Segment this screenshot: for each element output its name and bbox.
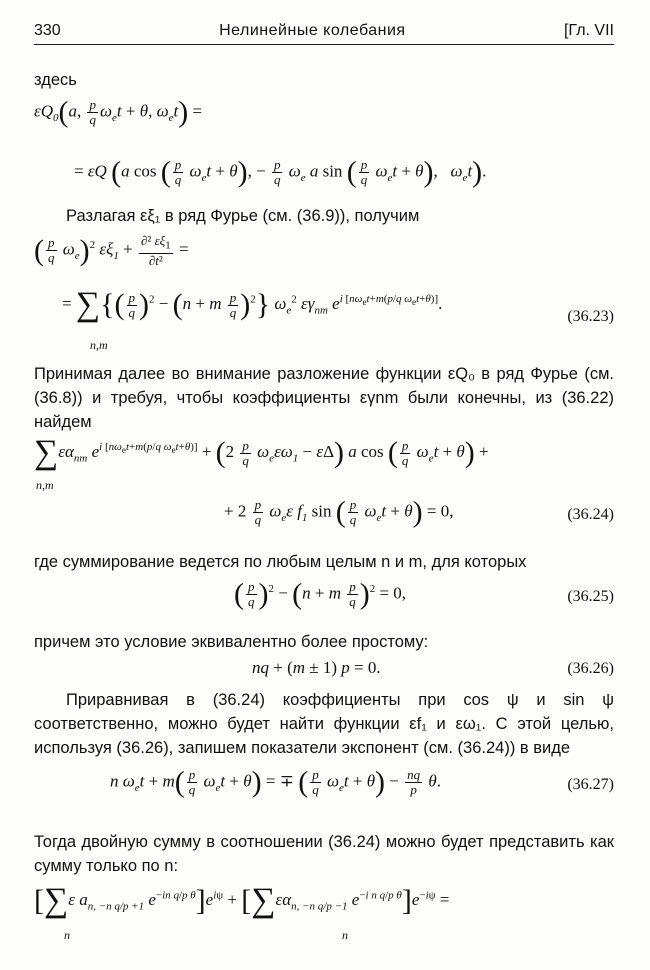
equation-36-25: ( $\frac{p}{q}$ )$^2$ − (n + m $\frac{p}{q}$ )$^2$ = 0, bbox=[234, 577, 407, 611]
running-header bbox=[34, 22, 614, 45]
equation-q0-rhs: = εQ (a cos ( $\frac{p}{q}$ $\omega_et + \theta$), − $\frac{p}{q}$ $\omega_e$ a sin ( $\frac{p}{q}$ $\omega_et + \theta$), $\omega_et$). bbox=[74, 155, 487, 189]
equation-36-24-line2: + 2 $\frac{p}{q}$ $\omega_e\varepsilon$ $f_1$ sin ( $\frac{p}{q}$ $\omega_et + \theta) = 0$, bbox=[224, 495, 454, 529]
sum-index-nm: n,m bbox=[90, 338, 108, 352]
paragraph-then: Тогда двойную сумму в соотношении (36.24) можно будет представить как сумму только по n: bbox=[34, 833, 614, 875]
chapter-marker: [Гл. VII bbox=[563, 22, 614, 39]
paragraph-expanding: Разлагая εξ₁ в ряд Фурье (см. (36.9)), получим bbox=[66, 207, 420, 225]
sum-index-nm-2: n,m bbox=[36, 478, 54, 492]
equation-36-24-line1: $\sum\varepsilon\alpha_{nm}$ $e^{i [n\omega_et+m(p/q \omega_et+\theta)]} + (2$ $\frac{p}{q}$ $\omega_e\varepsilon\omega_1 - \varepsilon\Delta$) a cos ( $\frac{p}{q}$ $\omega_et + \theta$) + bbox=[34, 434, 489, 471]
sum-index-n-2: n bbox=[342, 928, 348, 942]
sum-index-n-1: n bbox=[64, 928, 70, 942]
running-title: Нелинейные колебания bbox=[219, 22, 406, 39]
paragraph-moreover: причем это условие эквивалентно более простому: bbox=[34, 633, 429, 651]
paragraph-taking: Принимая далее во внимание разложение функции εQ₀ в ряд Фурье (см. (36.8)) и требуя, чтобы коэффициенты εγnm были конечны, из (36.22) найдем bbox=[34, 365, 614, 431]
equation-number-36-26: (36.26) bbox=[567, 660, 614, 677]
equation-36-26: nq + (m ± 1) p = 0. bbox=[252, 658, 381, 677]
page-number: 330 bbox=[34, 22, 61, 39]
equation-number-36-25: (36.25) bbox=[567, 588, 614, 605]
equation-final-sum: [∑ε $a_{n, -n q/p +1}$ $e^{-in q/p \theta}]e^{i\psi} + [\sum\varepsilon\alpha_{n, -n q/p -1}$ $e^{-i n q/p \theta}]e^{-i\psi}$ = bbox=[34, 882, 450, 919]
equation-36-27: n $\omega_et + m$( $\frac{p}{q}$ $\omega_et + \theta$) = ∓ ( $\frac{p}{q}$ $\omega_et + \theta$) − $\frac{nq}{p}$ θ. bbox=[110, 765, 441, 799]
paragraph-equating: Приравнивая в (36.24) коэффициенты при cos ψ и sin ψ соответственно, можно будет найти функции εf₁ и εω₁. С этой целью, используя (36.26), запишем показатели экспонент (см. (36.24)) в виде bbox=[34, 691, 614, 757]
equation-xi-lhs: ( $\frac{p}{q}$ $\omega_e)^2$ $\varepsilon\xi_1$ + $\frac{\partial^2 \varepsilon\xi_1}{\text{∂t²}}$ = bbox=[34, 233, 189, 268]
equation-number-36-24: (36.24) bbox=[567, 506, 614, 523]
paragraph-here: здесь bbox=[34, 71, 77, 89]
equation-xi-rhs: = ∑{( $\frac{p}{q}$ )$^2$ − (n + m $\frac{p}{q}$ )$^2$} $\omega_e^2$ $\varepsilon\gamma_{nm}$ $e^{i [n\omega_et+m(p/q \omega_et+\theta)]}$. bbox=[62, 286, 443, 323]
equation-number-36-23: (36.23) bbox=[567, 308, 614, 325]
book-page bbox=[34, 22, 614, 952]
paragraph-where: где суммирование ведется по любым целым n и m, для которых bbox=[34, 553, 527, 571]
equation-q0-lhs: $\varepsilon Q_0(a$, $\frac{p}{q}$ $\omega_et + \theta$, $\omega_et$) = bbox=[34, 95, 203, 129]
equation-number-36-27: (36.27) bbox=[567, 776, 614, 793]
